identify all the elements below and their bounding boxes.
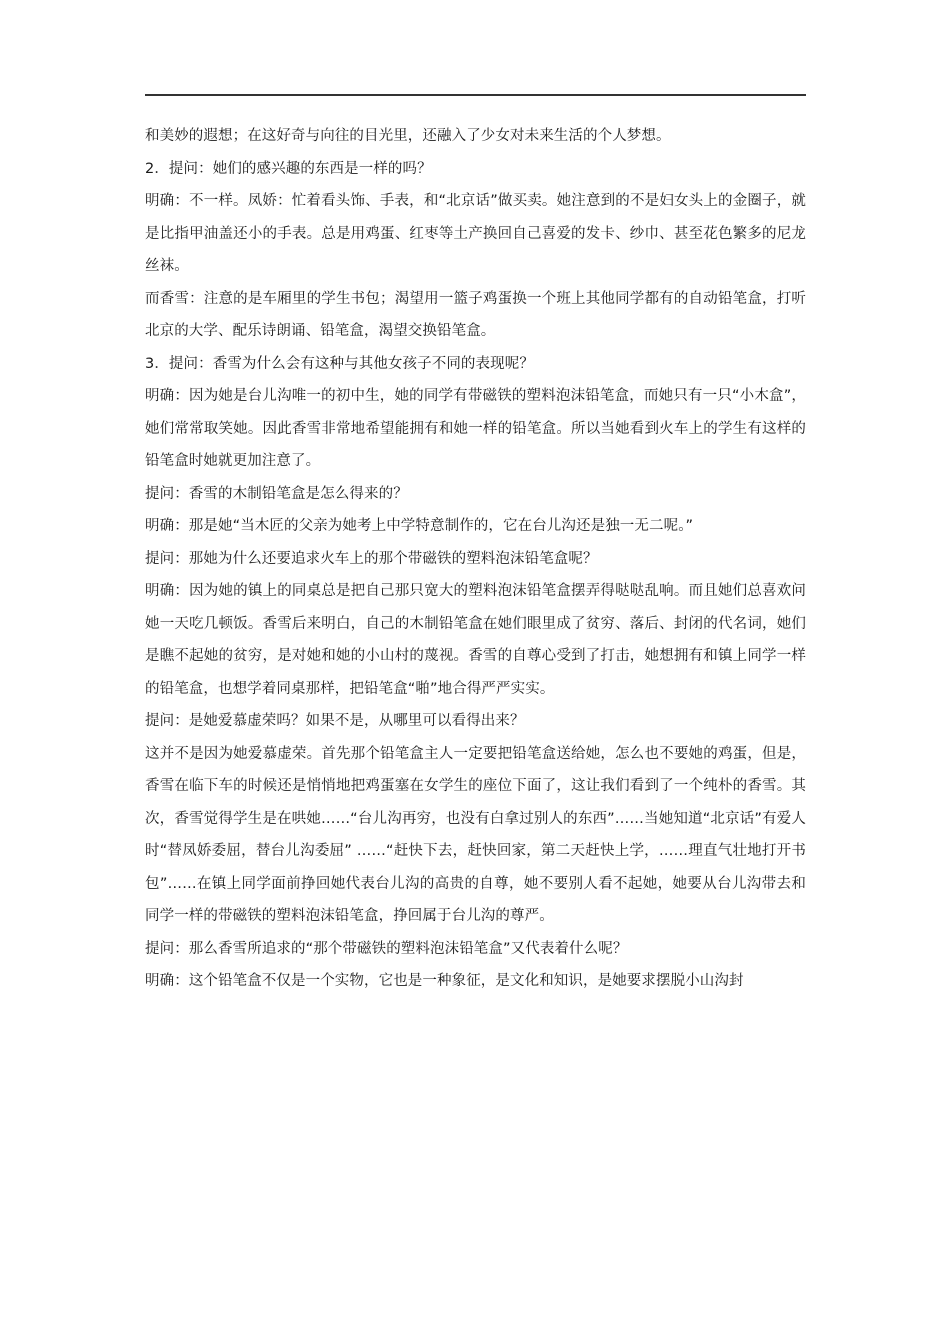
paragraph: 明确：这个铅笔盒不仅是一个实物，它也是一种象征，是文化和知识，是她要求摆脱小山沟封 <box>145 973 744 989</box>
paragraph: 提问：那她为什么还要追求火车上的那个带磁铁的塑料泡沫铅笔盒呢？ <box>145 550 598 567</box>
paragraph: 这并不是因为她爱慕虚荣。首先那个铅笔盒主人一定要把铅笔盒送给她，怎么也不要她的鸡蛋，但是，香雪在临下车的时候还是悄悄地把鸡蛋塞在女学生的座位下面了，这让我们看到了一个纯朴的香雪。其次，香雪觉得学生是在哄她……“台儿沟再穷，也没有白拿过别人的东西”……当她知道“北京话”有爱人时“替凤娇委屈，替台儿沟委屈” ……“赶快下去，赶快回家，第二天赶快上学，……理直气壮地打开书包”……在镇上同学面前挣回她代表台儿沟的高贵的自尊，她不要别人看不起她，她要从台儿沟带去和同学一样的带磁铁的塑料泡沫铅笔盒，挣回属于台儿沟的尊严。 <box>145 745 806 924</box>
paragraph: 3．提问：香雪为什么会有这种与其他女孩子不同的表现呢？ <box>145 355 534 372</box>
paragraph: 提问：那么香雪所追求的“那个带磁铁的塑料泡沫铅笔盒”又代表着什么呢？ <box>145 940 628 957</box>
paragraph: 提问：香雪的木制铅笔盒是怎么得来的？ <box>145 485 408 502</box>
paragraph: 而香雪：注意的是车厢里的学生书包；渴望用一篮子鸡蛋换一个班上其他同学都有的自动铅笔盒，打听北京的大学、配乐诗朗诵、铅笔盒，渴望交换铅笔盒。 <box>145 290 806 339</box>
paragraph: 和美妙的遐想；在这好奇与向往的目光里，还融入了少女对未来生活的个人梦想。 <box>145 128 671 144</box>
paragraph: 明确：那是她“当木匠的父亲为她考上中学特意制作的，它在台儿沟还是独一无二呢。” <box>145 518 694 534</box>
paragraph: 2．提问：她们的感兴趣的东西是一样的吗？ <box>145 160 432 177</box>
header-rule <box>145 94 806 96</box>
document-body <box>145 120 806 998</box>
paragraph: 明确：因为她是台儿沟唯一的初中生，她的同学有带磁铁的塑料泡沫铅笔盒，而她只有一只“小木盒”，她们常常取笑她。因此香雪非常地希望能拥有和她一样的铅笔盒。所以当她看到火车上的学生有这样的铅笔盒时她就更加注意了。 <box>145 388 806 469</box>
paragraph: 明确：不一样。凤娇：忙着看头饰、手表，和“北京话”做买卖。她注意到的不是妇女头上的金圈子，就是比指甲油盖还小的手表。总是用鸡蛋、红枣等土产换回自己喜爱的发卡、纱巾、甚至花色繁多的尼龙丝袜。 <box>145 193 806 274</box>
paragraph: 提问：是她爱慕虚荣吗？如果不是，从哪里可以看得出来？ <box>145 713 525 729</box>
paragraph: 明确：因为她的镇上的同桌总是把自己那只宽大的塑料泡沫铅笔盒摆弄得哒哒乱响。而且她们总喜欢问她一天吃几顿饭。香雪后来明白，自己的木制铅笔盒在她们眼里成了贫穷、落后、封闭的代名词，她们是瞧不起她的贫穷，是对她和她的小山村的蔑视。香雪的自尊心受到了打击，她想拥有和镇上同学一样的铅笔盒，也想学着同桌那样，把铅笔盒“啪”地合得严严实实。 <box>145 583 806 697</box>
